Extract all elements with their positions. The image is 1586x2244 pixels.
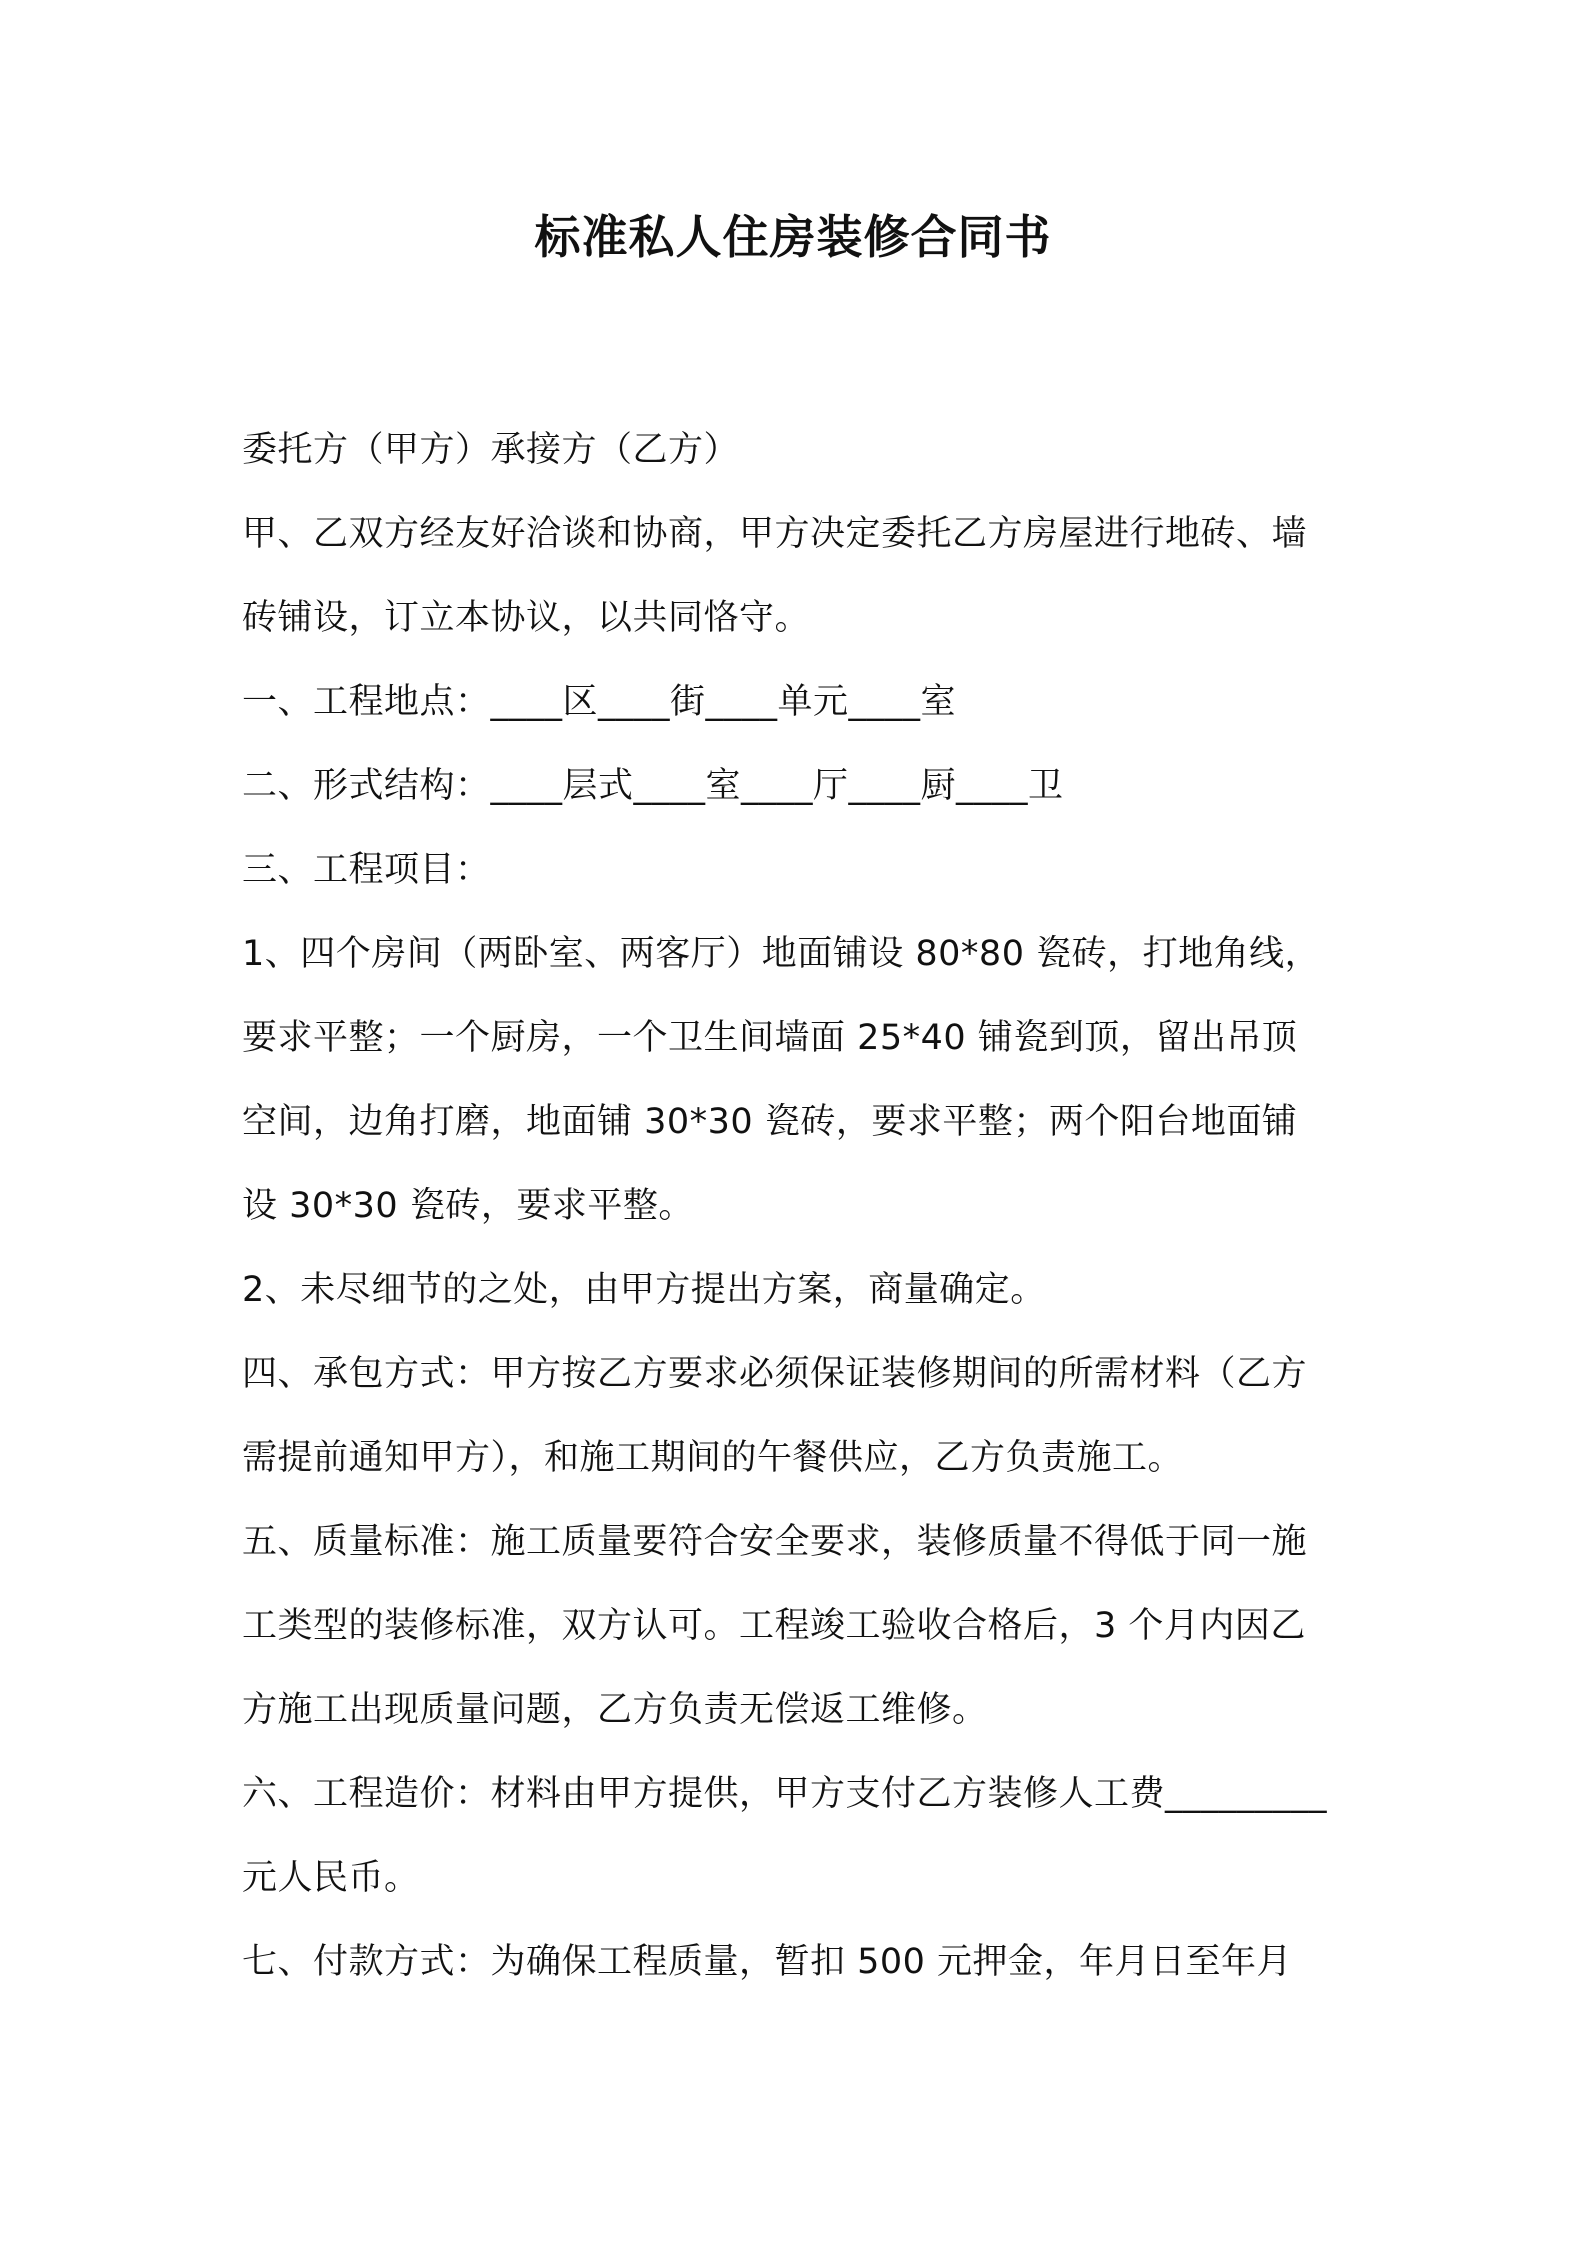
text-line: 砖铺设，订立本协议，以共同恪守。 (242, 598, 811, 638)
text-line: 委托方（甲方）承接方（乙方） (242, 430, 740, 470)
text-line: 要求平整；一个厨房，一个卫生间墙面 25*40 铺瓷到顶，留出吊顶 (242, 1018, 1298, 1058)
text-line: 二、形式结构：____层式____室____厅____厨____卫 (242, 766, 1064, 806)
text-line: 需提前通知甲方），和施工期间的午餐供应，乙方负责施工。 (242, 1438, 1184, 1478)
text-line: 三、工程项目： (242, 850, 491, 890)
document-body (242, 408, 1358, 2004)
text-line: 2、未尽细节的之处，由甲方提出方案，商量确定。 (242, 1270, 1046, 1310)
document-title: 标准私人住房装修合同书 (534, 210, 1052, 264)
text-line: 五、质量标准：施工质量要符合安全要求，装修质量不得低于同一施 (242, 1522, 1308, 1562)
text-line: 1、四个房间（两卧室、两客厅）地面铺设 80*80 瓷砖，打地角线， (242, 934, 1321, 974)
text-line: 四、承包方式：甲方按乙方要求必须保证装修期间的所需材料（乙方 (242, 1354, 1308, 1394)
text-line: 设 30*30 瓷砖，要求平整。 (242, 1186, 694, 1226)
text-line: 方施工出现质量问题，乙方负责无偿返工维修。 (242, 1690, 988, 1730)
text-line: 一、工程地点：____区____街____单元____室 (242, 682, 957, 722)
text-line: 工类型的装修标准，双方认可。工程竣工验收合格后，3 个月内因乙 (242, 1606, 1306, 1646)
text-line: 空间，边角打磨，地面铺 30*30 瓷砖，要求平整；两个阳台地面铺 (242, 1102, 1298, 1142)
text-line: 六、工程造价：材料由甲方提供，甲方支付乙方装修人工费_________ (242, 1774, 1328, 1814)
text-line: 甲、乙双方经友好洽谈和协商，甲方决定委托乙方房屋进行地砖、墙 (242, 514, 1308, 554)
text-line: 七、付款方式：为确保工程质量，暂扣 500 元押金，年月日至年月 (242, 1942, 1293, 1982)
text-line: 元人民币。 (242, 1858, 420, 1898)
